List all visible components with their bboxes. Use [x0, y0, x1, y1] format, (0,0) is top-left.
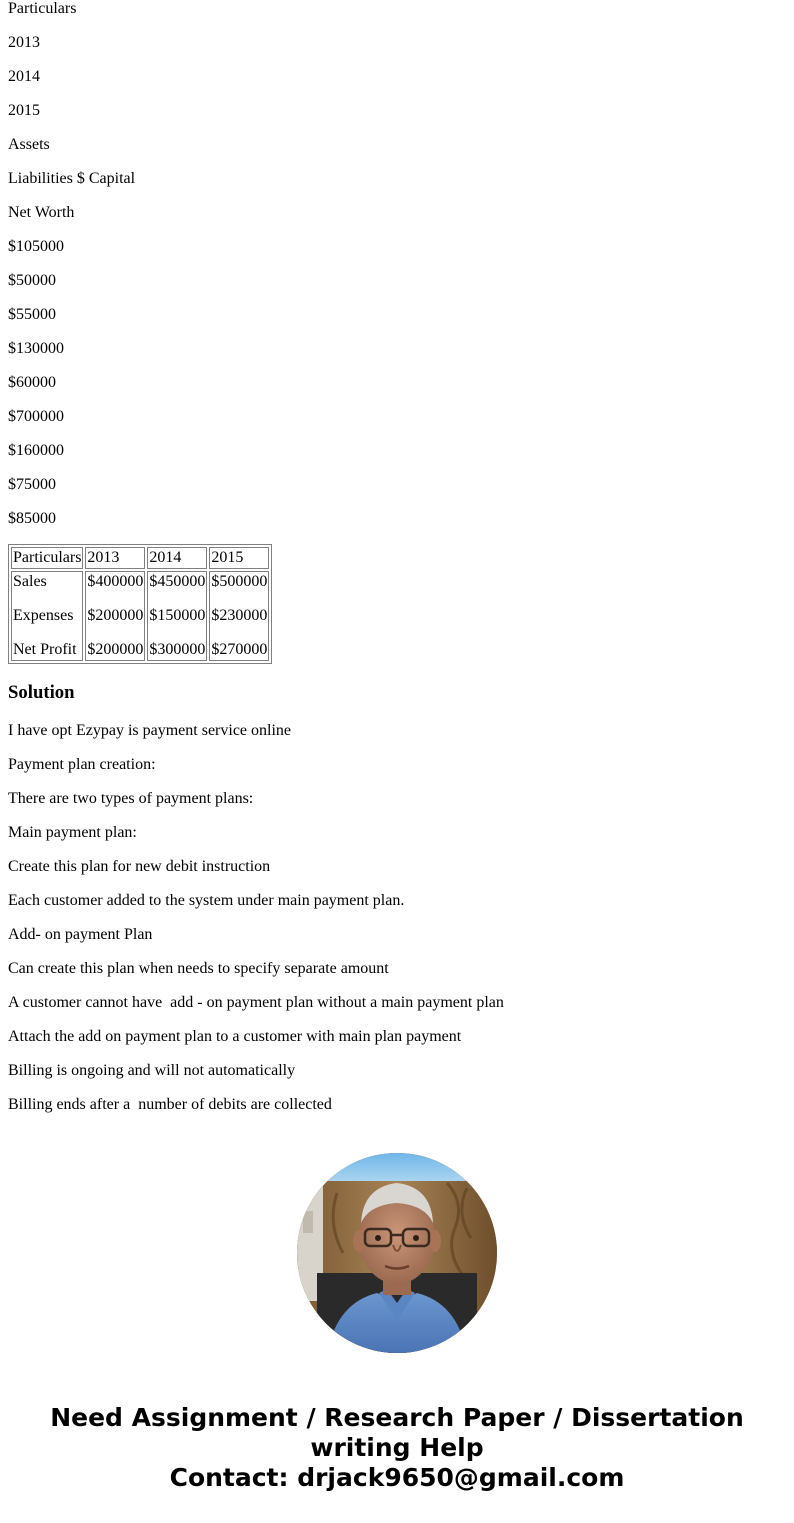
solution-line: Payment plan creation: — [8, 756, 156, 773]
author-avatar — [297, 1153, 497, 1353]
solution-line: Each customer added to the system under main payment plan. — [8, 892, 405, 909]
cell-value: $450000 — [149, 573, 206, 590]
table-row — [11, 571, 269, 661]
solution-line: Attach the add on payment plan to a customer with main plan payment — [8, 1028, 462, 1045]
cell-value: $400000 — [87, 573, 144, 590]
cell-value: $200000 — [87, 641, 144, 658]
text-line: Particulars — [8, 0, 77, 17]
text-line: Assets — [8, 136, 50, 153]
text-line: $60000 — [8, 374, 56, 391]
contact-banner — [0, 1403, 794, 1493]
text-line: $105000 — [8, 238, 64, 255]
cell-value: $230000 — [211, 607, 268, 624]
text-line: $700000 — [8, 408, 64, 425]
text-line: $55000 — [8, 306, 56, 323]
table-cell-2015 — [209, 571, 269, 661]
solution-line: Billing ends after a number of debits are collected — [8, 1096, 332, 1113]
solution-line: Billing is ongoing and will not automatically — [8, 1062, 296, 1079]
banner-line: Need Assignment / Research Paper / Dissertation — [50, 1403, 744, 1432]
text-line: Net Worth — [8, 204, 75, 221]
cell-value: $200000 — [87, 607, 144, 624]
solution-line: Main payment plan: — [8, 824, 137, 841]
text-line: 2015 — [8, 102, 40, 119]
solution-line: Add- on payment Plan — [8, 926, 153, 943]
cell-value: $270000 — [211, 641, 268, 658]
text-line: $85000 — [8, 510, 56, 527]
row-label: Net Profit — [13, 641, 77, 658]
solution-line: I have opt Ezypay is payment service online — [8, 722, 292, 739]
text-line: $130000 — [8, 340, 64, 357]
text-line: $50000 — [8, 272, 56, 289]
text-line: Liabilities $ Capital — [8, 170, 136, 187]
banner-line: writing Help — [310, 1433, 484, 1462]
author-photo-illustration — [297, 1153, 497, 1353]
row-label: Expenses — [13, 607, 74, 624]
row-label: Sales — [13, 573, 47, 590]
table-header-cell: 2014 — [147, 547, 207, 569]
profit-table — [8, 544, 272, 664]
solution-line: Can create this plan when needs to specify separate amount — [8, 960, 389, 977]
text-line: 2014 — [8, 68, 40, 85]
cell-value: $500000 — [211, 573, 268, 590]
table-cell-2014 — [147, 571, 207, 661]
contact-email[interactable]: Contact: drjack9650@gmail.com — [169, 1463, 625, 1492]
solution-heading: Solution — [8, 682, 75, 703]
text-line: $160000 — [8, 442, 64, 459]
cell-value: $150000 — [149, 607, 206, 624]
table-header-cell: 2013 — [85, 547, 145, 569]
text-line: $75000 — [8, 476, 56, 493]
document-body — [8, 0, 786, 1130]
text-line: 2013 — [8, 34, 40, 51]
cell-value: $300000 — [149, 641, 206, 658]
table-cell-2013 — [85, 571, 145, 661]
solution-line: Create this plan for new debit instruction — [8, 858, 271, 875]
table-cell-labels — [11, 571, 83, 661]
table-header-cell: Particulars — [11, 547, 83, 569]
table-header-row — [11, 547, 269, 569]
table-header-cell: 2015 — [209, 547, 269, 569]
solution-line: A customer cannot have add - on payment plan without a main payment plan — [8, 994, 504, 1011]
solution-line: There are two types of payment plans: — [8, 790, 254, 807]
